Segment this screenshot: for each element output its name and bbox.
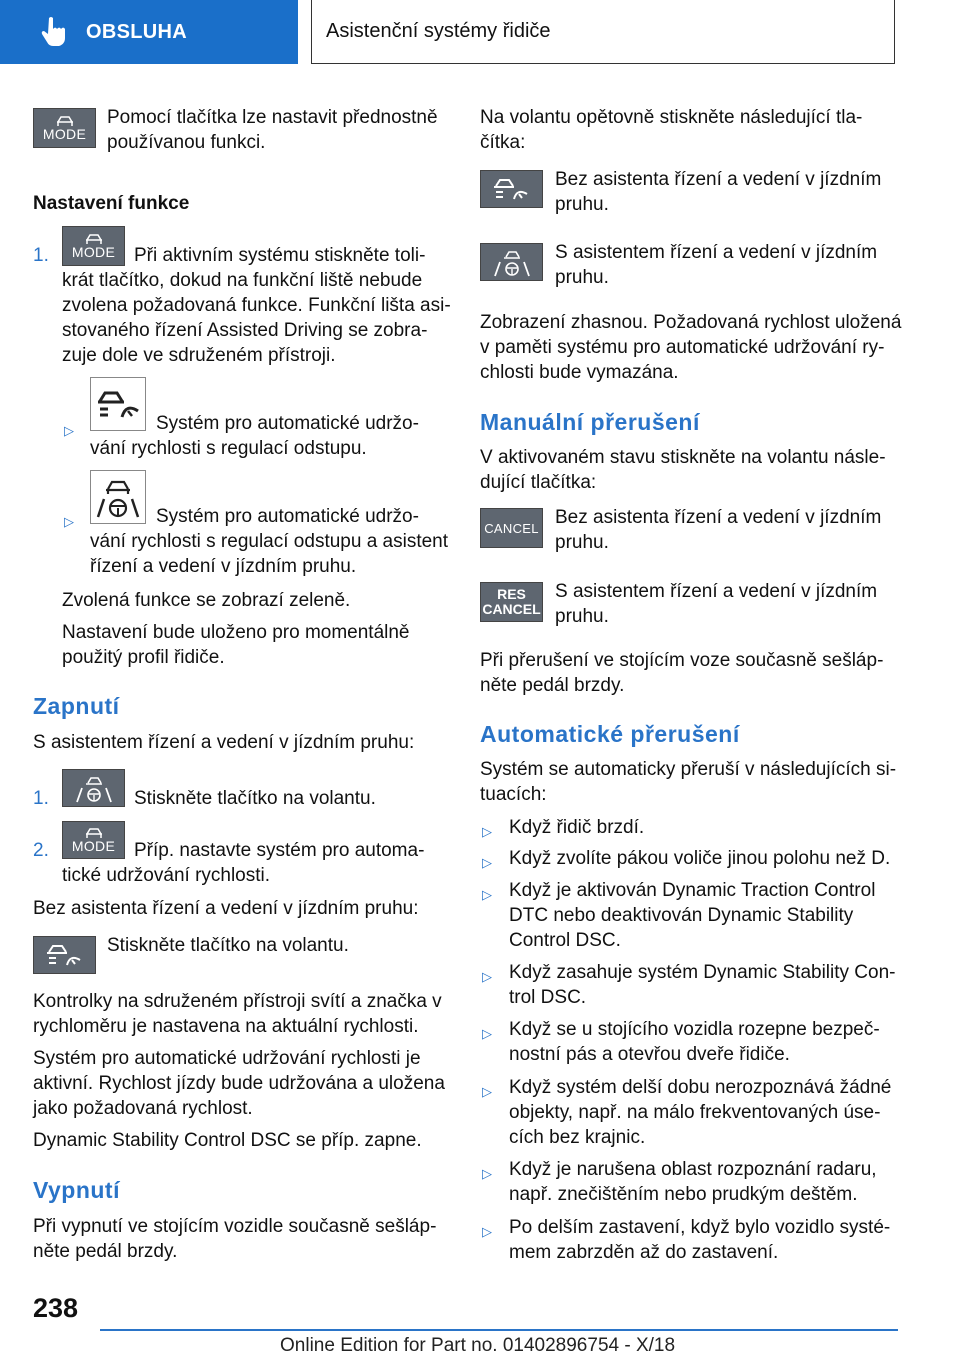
manual-heading: Manuální přerušení [480, 409, 700, 435]
hand-icon [40, 15, 70, 49]
list-item: Když řidič brzdí. [509, 817, 645, 838]
on-without-paragraph: Bez asistenta řízení a vedení v jízdním pruhu: [33, 898, 419, 919]
on-heading: Zapnutí [33, 693, 120, 719]
bullet-icon: ▷ [482, 1026, 492, 1041]
active-paragraph: Systém pro automatické udržování rychlosti je aktivní. Rychlost jízdy bude udržována a uložena jako požadovaná rychlost. [33, 1048, 445, 1119]
bullet-icon: ▷ [482, 887, 492, 902]
again-paragraph: Na volantu opětovně stiskněte následující tla- čítka: [480, 107, 863, 153]
cancel-button-icon: CANCEL [480, 508, 543, 548]
dsc-paragraph: Dynamic Stability Control DSC se příp. zapne. [33, 1130, 422, 1151]
list-item: Po delším zastavení, když bylo vozidlo systé- mem zabrzděn až do zastavení. [509, 1217, 891, 1263]
mode-button-icon: MODE [33, 108, 96, 148]
on-with-paragraph: S asistentem řízení a vedení v jízdním pruhu: [33, 732, 415, 753]
bullet-icon: ▷ [482, 855, 492, 870]
on-step1-text: Stiskněte tlačítko na volantu. [134, 788, 376, 809]
bullet-icon: ▷ [482, 969, 492, 984]
list-item: Když systém delší dobu nerozpoznává žádné objekty, např. na málo frekventovaných úse- cích bez krajnic. [509, 1077, 892, 1148]
bullet-icon: ▷ [482, 1084, 492, 1099]
res-cancel-button-icon: RES CANCEL [480, 582, 543, 622]
display-off-paragraph: Zobrazení zhasnou. Požadovaná rychlost uložená v paměti systému pro automatické udržování ry- chlosti bude vymazána. [480, 312, 902, 383]
step-number: 2. [33, 840, 49, 861]
manual-paragraph: V aktivovaném stavu stiskněte na volantu násle- dující tlačítka: [480, 447, 886, 493]
sub2-text: Systém pro automatické udržo- vání rychlosti s regulací odstupu a asistent řízení a vedení v jízdním pruhu. [90, 506, 449, 577]
bullet-icon: ▷ [482, 824, 492, 839]
lane-assist-button-icon [480, 243, 543, 281]
list-item: Když je narušena oblast rozpoznání radaru, např. znečištěním nebo prudkým deštěm. [509, 1159, 877, 1205]
off-paragraph: Při vypnutí ve stojícím vozidle současně sešláp- něte pedál brzdy. [33, 1216, 437, 1262]
acc-button-icon [33, 936, 96, 974]
step1-text: Při aktivním systému stiskněte toli- krát tlačítko, dokud na funkční liště nebude zvolena požadovaná funkce. Funkční lišta asi- stovaného řízení Assisted Driving se zobra- zuje dole ve sdruženém přístroji. [62, 245, 451, 366]
green-paragraph: Zvolená funkce se zobrazí zeleně. [62, 590, 351, 611]
standing-paragraph: Při přerušení ve stojícím voze současně sešláp- něte pedál brzdy. [480, 650, 884, 696]
list-item: Když je aktivován Dynamic Traction Control DTC nebo deaktivován Dynamic Stability Control DSC. [509, 880, 876, 951]
step-number: 1. [33, 245, 49, 266]
saved-paragraph: Nastavení bude uloženo pro momentálně použitý profil řidiče. [62, 622, 410, 668]
step-number: 1. [33, 788, 49, 809]
lane-assist-button-icon [62, 769, 125, 807]
bullet-icon: ▷ [482, 1166, 492, 1181]
bullet-icon: ▷ [64, 423, 74, 438]
edition-text: Online Edition for Part no. 01402896754 - X/18 [280, 1335, 676, 1356]
header-section-tab [0, 0, 298, 64]
footer-divider [100, 1329, 898, 1331]
lights-paragraph: Kontrolky na sdruženém přístroji svítí a značka v rychloměru je nastavena na aktuální rychlosti. [33, 991, 442, 1037]
r3-text: Bez asistenta řízení a vedení v jízdním pruhu. [555, 507, 882, 553]
list-item: Když se u stojícího vozidla rozepne bezpeč- nostní pás a otevřou dveře řidiče. [509, 1019, 880, 1065]
sub1-text: Systém pro automatické udržo- vání rychlosti s regulací odstupu. [90, 413, 419, 459]
acc-button-icon [480, 170, 543, 208]
r4-text: S asistentem řízení a vedení v jízdním pruhu. [555, 581, 878, 627]
list-item: Když zvolíte pákou voliče jinou polohu než D. [509, 848, 891, 869]
bullet-icon: ▷ [64, 514, 74, 529]
r2-text: S asistentem řízení a vedení v jízdním pruhu. [555, 242, 878, 288]
r1-text: Bez asistenta řízení a vedení v jízdním pruhu. [555, 169, 882, 215]
chapter-title: Asistenční systémy řidiče [326, 20, 551, 42]
section-label: OBSLUHA [86, 20, 187, 43]
page-number: 238 [33, 1293, 79, 1323]
auto-heading: Automatické přerušení [480, 721, 740, 747]
mode-button-icon: MODE [62, 226, 125, 266]
chapter-title-box [311, 0, 895, 64]
off-heading: Vypnutí [33, 1177, 120, 1203]
mode-button-icon: MODE [62, 821, 125, 859]
mode-paragraph: Pomocí tlačítka lze nastavit přednostně používanou funkci. [107, 107, 438, 153]
on-step2-text: Příp. nastavte systém pro automa- tické udržování rychlosti. [62, 840, 425, 886]
setting-heading: Nastavení funkce [33, 193, 190, 214]
auto-paragraph: Systém se automaticky přeruší v následujících si- tuacích: [480, 759, 897, 805]
press-paragraph: Stiskněte tlačítko na volantu. [107, 935, 349, 956]
list-item: Když zasahuje systém Dynamic Stability Con- trol DSC. [509, 962, 896, 1008]
bullet-icon: ▷ [482, 1224, 492, 1239]
